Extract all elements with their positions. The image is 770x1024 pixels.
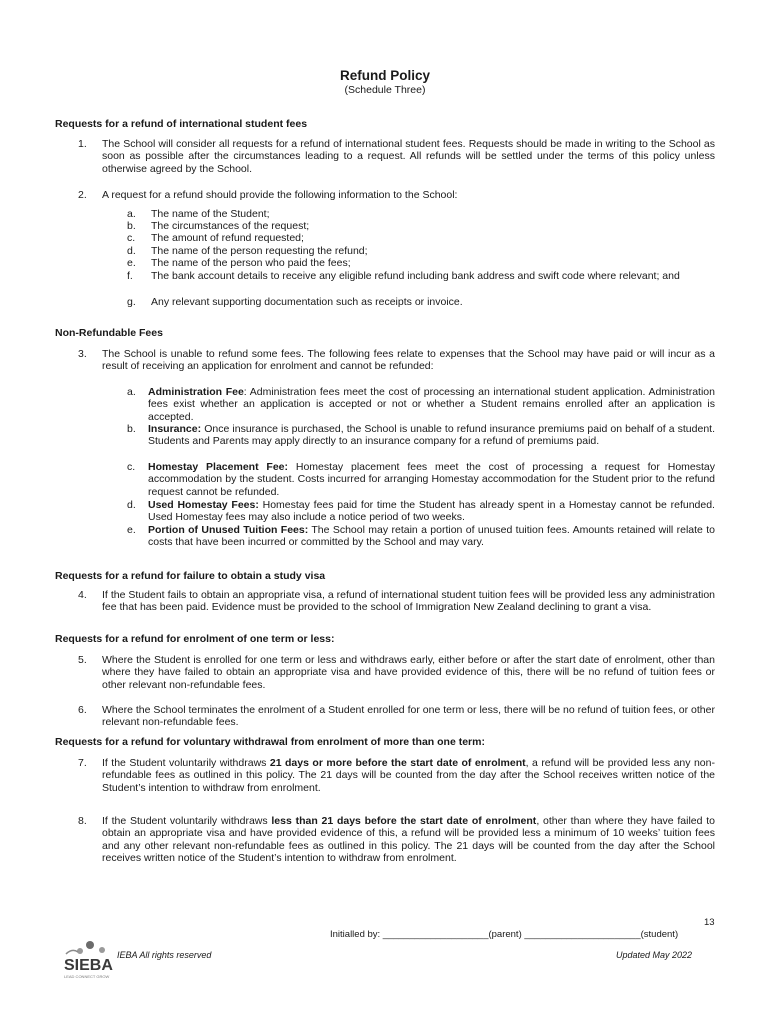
logo-tagline: LEAD CONNECT GROW	[64, 974, 110, 979]
item-text: A request for a refund should provide the following information to the School:	[102, 189, 458, 201]
list-letter: b.	[127, 220, 136, 232]
list-item: The name of the person who paid the fees;	[151, 257, 351, 269]
list-letter: c.	[127, 232, 136, 244]
list-letter: d.	[127, 499, 136, 511]
fee-term: Homestay Placement Fee:	[148, 461, 289, 473]
list-item	[148, 423, 715, 448]
item-text: Where the Student is enrolled for one term or less and withdraws early, either before or after the start date of enrolment, other than where they have failed to obtain an appropriate visa and have provided evidence of this, there will be no refund of tuition fees or other relevant non-refundable fees.	[102, 654, 715, 691]
item-text-post: , other than where they have failed to obtain an appropriate visa and have provided evidence of this, a refund will be provided less a minimum of 10 weeks’ tuition fees and any other relevant non-refundable fees as outlined in this policy. The 21 days will be counted from the day after the School receives written notice of the Student’s intention to withdraw from enrolment.	[102, 815, 715, 865]
list-item: The name of the Student;	[151, 208, 270, 220]
list-item	[148, 386, 715, 423]
item-text: Where the School terminates the enrolment of a Student enrolled for one term or less, there will be no refund of tuition fees, or other relevant non-refundable fees.	[102, 704, 715, 729]
list-item: The amount of refund requested;	[151, 232, 304, 244]
item-number: 1.	[78, 138, 87, 150]
item-text: If the Student fails to obtain an appropriate visa, a refund of international student tuition fees will be provided less any administration fee that has been paid. Evidence must be provided to the school of Immigration New Zealand declining to grant a visa.	[102, 589, 715, 614]
fee-text: The School may retain a portion of unused tuition fees. Amounts retained will relate to costs that have been incurred or committed by the School and may vary.	[148, 524, 715, 549]
list-letter: a.	[127, 208, 136, 220]
item-text	[102, 757, 715, 794]
item-number: 5.	[78, 654, 87, 666]
list-letter: b.	[127, 423, 136, 435]
list-item	[148, 499, 715, 524]
list-letter: c.	[127, 461, 136, 473]
logo-graphic-icon	[60, 938, 120, 982]
list-letter: a.	[127, 386, 136, 398]
list-item: Any relevant supporting documentation such as receipts or invoice.	[151, 296, 463, 308]
logo-text: SIEBA	[64, 957, 113, 974]
list-letter: e.	[127, 257, 136, 269]
section-heading-one-term: Requests for a refund for enrolment of one term or less:	[55, 633, 335, 645]
fee-term: Used Homestay Fees:	[148, 499, 259, 511]
fee-term: Portion of Unused Tuition Fees:	[148, 524, 309, 536]
list-item: The bank account details to receive any eligible refund including bank address and swift code where relevant; and	[151, 270, 680, 282]
item-number: 3.	[78, 348, 87, 360]
list-item	[148, 524, 715, 549]
fee-text: : Administration fees meet the cost of processing an international student application. Administration fees exist whether an application is accepted or not or whether a Student remains enrolled after an application is accepted.	[148, 386, 715, 423]
item-number: 2.	[78, 189, 87, 201]
item-text-pre: If the Student voluntarily withdraws	[102, 815, 272, 827]
item-text-bold: less than 21 days before the start date of enrolment	[271, 815, 537, 827]
page-number: 13	[704, 917, 715, 928]
item-number: 7.	[78, 757, 87, 769]
sieba-logo	[60, 938, 120, 982]
fee-term: Administration Fee	[148, 386, 244, 398]
page-subtitle: (Schedule Three)	[344, 84, 426, 96]
list-item: The name of the person requesting the refund;	[151, 245, 368, 257]
item-text	[102, 815, 715, 865]
list-item: The circumstances of the request;	[151, 220, 310, 232]
section-heading-voluntary-withdrawal: Requests for a refund for voluntary withdrawal from enrolment of more than one term:	[55, 736, 485, 748]
item-text: The School will consider all requests for a refund of international student fees. Requests should be made in writing to the School as soon as possible after the circumstances leading to a request. All refunds will be settled under the terms of this policy unless otherwise agreed by the School.	[102, 138, 715, 175]
rights-notice: IEBA All rights reserved	[117, 950, 212, 960]
item-number: 6.	[78, 704, 87, 716]
item-text-bold: 21 days or more before the start date of enrolment	[269, 757, 526, 769]
section-heading-non-refundable: Non-Refundable Fees	[55, 327, 163, 339]
list-item	[148, 461, 715, 498]
section-heading-refund-requests: Requests for a refund of international student fees	[55, 118, 308, 130]
initialled-line: Initialled by: ____________________(parent) ______________________(student)	[330, 929, 679, 940]
list-letter: d.	[127, 245, 136, 257]
page-title: Refund Policy	[339, 68, 430, 83]
fee-text: Homestay placement fees meet the cost of processing a request for Homestay accommodation by the student. Costs incurred for arranging Homestay accommodation for the Student prior to the refund request cannot be refunded.	[148, 461, 715, 498]
section-heading-visa: Requests for a refund for failure to obtain a study visa	[55, 570, 326, 582]
item-text-pre: If the Student voluntarily withdraws	[102, 757, 270, 769]
updated-date: Updated May 2022	[616, 950, 693, 960]
fee-term: Insurance:	[148, 423, 202, 435]
item-text-post: , a refund will be provided less any non-refundable fees as outlined in this policy. The 21 days will be counted from the day after the School receives written notice of the Student’s intention to withdraw from enrolment.	[102, 757, 715, 794]
fee-text: Homestay fees paid for time the Student has already spent in a Homestay cannot be refunded. Used Homestay fees may also include a notice period of two weeks.	[148, 499, 715, 524]
list-letter: g.	[127, 296, 136, 308]
item-number: 8.	[78, 815, 87, 827]
fee-text: Once insurance is purchased, the School is unable to refund insurance premiums paid on behalf of a student. Students and Parents may apply directly to an insurance company for a refund of premiums paid.	[148, 423, 715, 448]
item-number: 4.	[78, 589, 87, 601]
list-letter: f.	[127, 270, 133, 282]
item-text: The School is unable to refund some fees. The following fees relate to expenses that the School may have paid or will incur as a result of receiving an application for enrolment and cannot be refunded:	[102, 348, 715, 373]
list-letter: e.	[127, 524, 136, 536]
